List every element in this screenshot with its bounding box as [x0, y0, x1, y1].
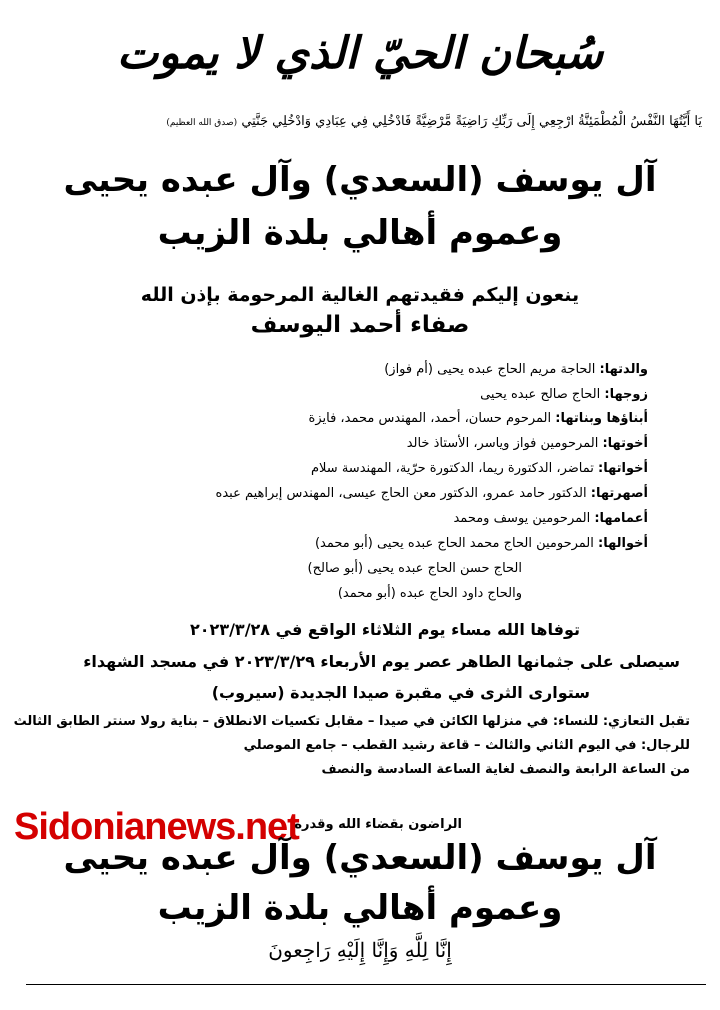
footer-family-line-1: آل يوسف (السعدي) وآل عبده يحيى: [63, 838, 657, 878]
relative-brothers: [407, 436, 648, 451]
funeral-prayer: سيصلى على جثمانها الطاهر عصر يوم الأربعاء ٢٠٢٣/٣/٢٩ في مسجد الشهداء: [83, 652, 680, 671]
announcement-intro: ينعون إليكم فقيدتهم الغالية المرحومة بإذن الله: [140, 284, 580, 306]
relative-text: المرحومين يوسف ومحمد: [453, 511, 591, 526]
relative-label: زوجها:: [604, 387, 648, 402]
relative-label: أخوالها:: [598, 536, 648, 551]
quran-verse: [166, 114, 702, 129]
death-date: توفاها الله مساء يوم الثلاثاء الواقع في ٢٠٢٣/٣/٢٨: [190, 620, 580, 639]
relative-label: والدتها:: [599, 362, 648, 377]
family-line-1: آل يوسف (السعدي) وآل عبده يحيى: [63, 160, 657, 200]
relative-text: تماضر، الدكتورة ريما، الدكتورة حرّية، المهندسة سلام: [311, 461, 594, 476]
relative-sisters: [311, 461, 648, 476]
relative-text: الحاجة مريم الحاج عبده يحيى (أم فواز): [384, 362, 596, 377]
bottom-divider: [26, 984, 706, 985]
burial-place: ستوارى الثرى في مقبرة صيدا الجديدة (سيروب): [211, 683, 590, 702]
relative-text: المرحومين الحاج محمد الحاج عبده يحيى (أبو محمد): [314, 536, 594, 551]
relative-children: [309, 411, 648, 426]
verse-source: (صدق الله العظيم): [166, 118, 238, 128]
footer-family-line-2: وعموم أهالي بلدة الزيب: [157, 888, 563, 928]
relative-label: أعمامها:: [594, 511, 648, 526]
condolences-men: للرجال: في اليوم الثاني والثالث – قاعة رشيد القطب – جامع الموصلي: [243, 738, 690, 753]
relative-text: الحاج صالح عبده يحيى: [480, 387, 601, 402]
relative-label: أخوتها:: [602, 436, 648, 451]
condolences-hours: من الساعة الرابعة والنصف لغاية الساعة السادسة والنصف: [321, 762, 690, 777]
relative-text: المرحوم حسان، أحمد، المهندس محمد، فايزة: [308, 411, 552, 426]
verse-text: يَا أَيَّتُهَا النَّفْسُ الْمُطْمَئِنَّةُ ارْجِعِي إِلَى رَبِّكِ رَاضِيَةً مَّرْضِيَّةً فَادْخُلِي فِي عِبَادِي وَادْخُلِي جَنَّتِي: [241, 114, 702, 129]
maternal-uncle-3: والحاج داود الحاج عبده (أبو محمد): [337, 586, 522, 601]
relative-label: أخواتها:: [598, 461, 648, 476]
footer-content: الراضون بقضاء الله وقدره: [294, 817, 462, 832]
relative-label: أصهرتها:: [590, 486, 648, 501]
deceased-name: صفاء أحمد اليوسف: [250, 312, 470, 338]
relative-paternal-uncles: [453, 511, 648, 526]
relative-mother: [384, 362, 648, 377]
relative-in-laws: [216, 486, 648, 501]
relative-husband: [480, 387, 648, 402]
footer-verse: إِنَّا لِلَّهِ وَإِنَّا إِلَيْهِ رَاجِعونَ: [268, 938, 452, 962]
relative-label: أبناؤها وبناتها:: [555, 411, 648, 426]
maternal-uncle-2: الحاج حسن الحاج عبده يحيى (أبو صالح): [307, 561, 522, 576]
condolences-women: تقبل التعازي: للنساء: في منزلها الكائن في صيدا – مقابل تكسيات الانطلاق – بناية رولا سنتر الطابق الثالث: [13, 714, 690, 729]
calligraphy-header: سُبحان الحيّ الذي لا يموت: [116, 28, 604, 79]
family-line-2: وعموم أهالي بلدة الزيب: [157, 213, 563, 253]
relative-maternal-uncles: [315, 536, 648, 551]
relative-text: الدكتور حامد عمرو، الدكتور معن الحاج عيسى، المهندس إبراهيم عبده: [215, 486, 587, 501]
watermark-logo: Sidonianews.net: [14, 806, 299, 848]
relative-text: المرحومين فواز وياسر، الأستاذ خالد: [406, 436, 599, 451]
